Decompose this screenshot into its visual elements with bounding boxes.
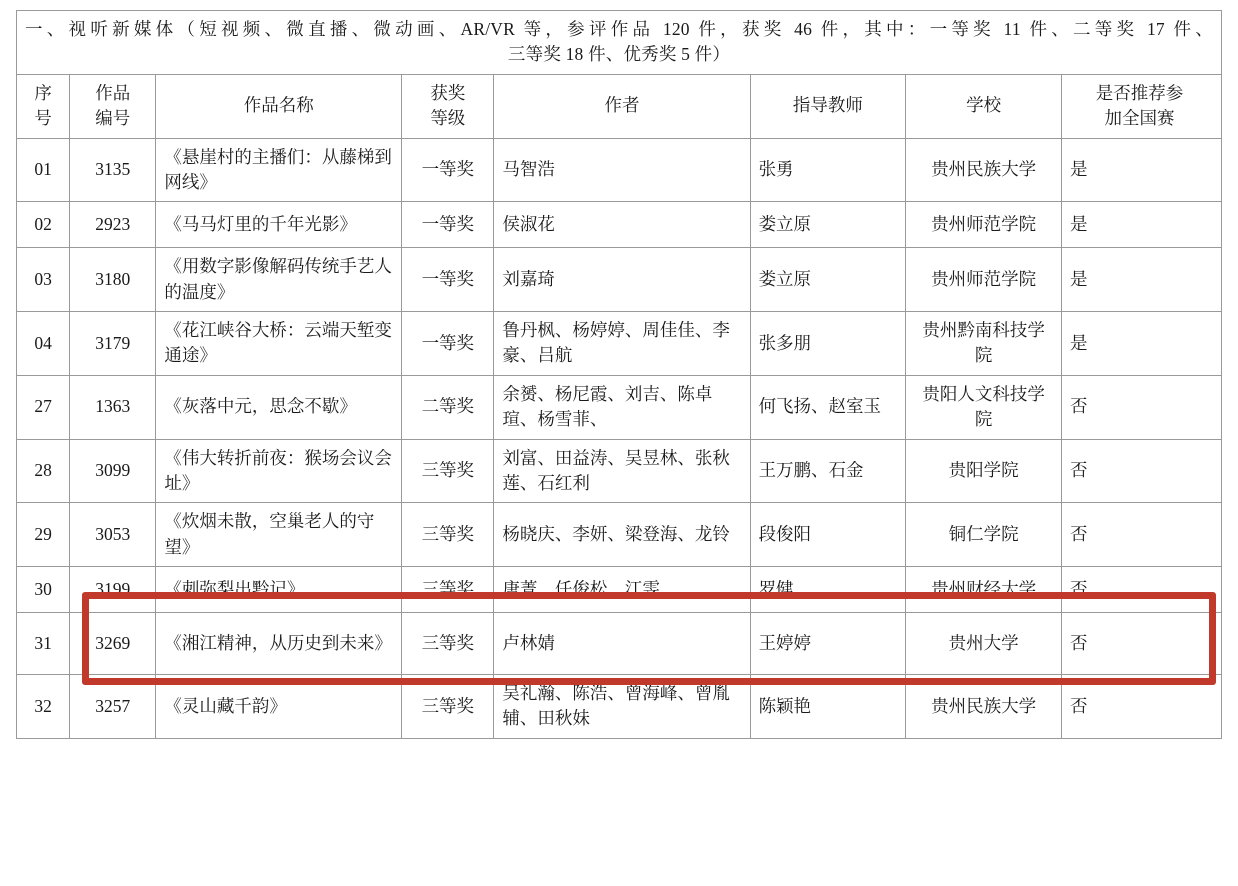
- cell-recommend: 是: [1062, 138, 1222, 202]
- cell-school: 贵州大学: [906, 613, 1062, 675]
- cell-serial-number: 32: [17, 675, 70, 739]
- header-work-code: [70, 74, 156, 138]
- cell-teacher: 娄立原: [750, 202, 906, 248]
- cell-work-code: 3179: [70, 312, 156, 376]
- header-award-level-line-1: 获奖: [430, 82, 466, 103]
- cell-recommend: 否: [1062, 375, 1222, 439]
- cell-author: 侯淑花: [494, 202, 750, 248]
- cell-recommend: 否: [1062, 439, 1222, 503]
- header-serial-number-line-2: 号: [34, 108, 52, 129]
- cell-award-level: 一等奖: [402, 138, 494, 202]
- cell-teacher: 张多朋: [750, 312, 906, 376]
- cell-serial-number: 03: [17, 248, 70, 312]
- header-school: 学校: [906, 74, 1062, 138]
- cell-teacher: 何飞扬、赵室玉: [750, 375, 906, 439]
- header-author: 作者: [494, 74, 750, 138]
- cell-work-title: 《刺弥梨出黔记》: [156, 567, 402, 613]
- cell-award-level: 三等奖: [402, 675, 494, 739]
- table-row: [17, 375, 1222, 439]
- header-award-level: [402, 74, 494, 138]
- section-title-line-1: 一、视听新媒体（短视频、微直播、微动画、AR/VR 等，参评作品 120 件，获奖 46 件，其中：一等奖 11 件、二等奖 17 件、: [25, 19, 1213, 39]
- table-header-row: [17, 74, 1222, 138]
- cell-author: 鲁丹枫、杨婷婷、周佳佳、李豪、吕航: [494, 312, 750, 376]
- cell-recommend: 否: [1062, 567, 1222, 613]
- cell-teacher: 王万鹏、石金: [750, 439, 906, 503]
- cell-award-level: 一等奖: [402, 202, 494, 248]
- header-recommend: [1062, 74, 1222, 138]
- cell-author: 卢林婧: [494, 613, 750, 675]
- header-work-code-line-2: 编号: [95, 108, 131, 129]
- cell-work-code: 3269: [70, 613, 156, 675]
- cell-award-level: 三等奖: [402, 567, 494, 613]
- cell-school: 贵阳学院: [906, 439, 1062, 503]
- cell-work-code: 3053: [70, 503, 156, 567]
- cell-work-code: 3257: [70, 675, 156, 739]
- cell-work-code: 3199: [70, 567, 156, 613]
- cell-award-level: 一等奖: [402, 248, 494, 312]
- cell-school: 铜仁学院: [906, 503, 1062, 567]
- cell-school: 贵州民族大学: [906, 138, 1062, 202]
- cell-serial-number: 04: [17, 312, 70, 376]
- cell-teacher: 段俊阳: [750, 503, 906, 567]
- cell-school: 贵州财经大学: [906, 567, 1062, 613]
- cell-serial-number: 28: [17, 439, 70, 503]
- header-recommend-line-2: 加全国赛: [1104, 108, 1175, 129]
- cell-work-code: 3135: [70, 138, 156, 202]
- cell-recommend: 否: [1062, 675, 1222, 739]
- cell-recommend: 是: [1062, 248, 1222, 312]
- table-row: [17, 248, 1222, 312]
- cell-school: 贵州师范学院: [906, 202, 1062, 248]
- cell-work-title: 《灵山藏千韵》: [156, 675, 402, 739]
- cell-work-title: 《悬崖村的主播们：从藤梯到网线》: [156, 138, 402, 202]
- table-row: [17, 138, 1222, 202]
- header-serial-number: [17, 74, 70, 138]
- cell-award-level: 二等奖: [402, 375, 494, 439]
- cell-school: 贵州黔南科技学院: [906, 312, 1062, 376]
- table-row: [17, 202, 1222, 248]
- cell-recommend: 否: [1062, 613, 1222, 675]
- cell-award-level: 三等奖: [402, 613, 494, 675]
- cell-teacher: 娄立原: [750, 248, 906, 312]
- table-row-highlighted: [17, 503, 1222, 567]
- cell-work-code: 3180: [70, 248, 156, 312]
- section-title-line-2: 三等奖 18 件、优秀奖 5 件）: [507, 44, 731, 65]
- cell-work-title: 《伟大转折前夜：猴场会议会址》: [156, 439, 402, 503]
- cell-recommend: 是: [1062, 312, 1222, 376]
- cell-author: 杨晓庆、李妍、梁登海、龙铃: [494, 503, 750, 567]
- cell-work-title: 《用数字影像解码传统手艺人的温度》: [156, 248, 402, 312]
- award-list-table: [16, 10, 1222, 739]
- cell-school: 贵阳人文科技学院: [906, 375, 1062, 439]
- cell-recommend: 是: [1062, 202, 1222, 248]
- cell-work-title: 《花江峡谷大桥：云端天堑变通途》: [156, 312, 402, 376]
- cell-author: 刘富、田益涛、吴昱林、张秋莲、石红利: [494, 439, 750, 503]
- table-row: [17, 567, 1222, 613]
- section-title: [17, 11, 1222, 75]
- cell-teacher: 陈颖艳: [750, 675, 906, 739]
- cell-teacher: 张勇: [750, 138, 906, 202]
- cell-author: 刘嘉琦: [494, 248, 750, 312]
- header-recommend-line-1: 是否推荐参: [1095, 82, 1184, 103]
- cell-serial-number: 02: [17, 202, 70, 248]
- cell-work-code: 2923: [70, 202, 156, 248]
- table-row: [17, 613, 1222, 675]
- cell-recommend: 否: [1062, 503, 1222, 567]
- table-row: [17, 675, 1222, 739]
- header-work-title: 作品名称: [156, 74, 402, 138]
- cell-work-title: 《炊烟未散，空巢老人的守望》: [156, 503, 402, 567]
- cell-school: 贵州民族大学: [906, 675, 1062, 739]
- cell-author: 吴礼瀚、陈浩、曾海峰、曾胤辅、田秋妹: [494, 675, 750, 739]
- header-work-code-line-1: 作品: [95, 82, 131, 103]
- header-award-level-line-2: 等级: [430, 108, 466, 129]
- cell-award-level: 三等奖: [402, 439, 494, 503]
- cell-award-level: 一等奖: [402, 312, 494, 376]
- cell-serial-number: 27: [17, 375, 70, 439]
- cell-work-title: 《灰落中元，思念不歇》: [156, 375, 402, 439]
- cell-award-level: 三等奖: [402, 503, 494, 567]
- cell-work-code: 3099: [70, 439, 156, 503]
- cell-teacher: 罗健: [750, 567, 906, 613]
- cell-author: 唐菁、任俊松、江雯、: [494, 567, 750, 613]
- header-teacher: 指导教师: [750, 74, 906, 138]
- cell-work-title: 《马马灯里的千年光影》: [156, 202, 402, 248]
- cell-work-code: 1363: [70, 375, 156, 439]
- table-title-row: [17, 11, 1222, 75]
- table-row: [17, 439, 1222, 503]
- cell-author: 马智浩: [494, 138, 750, 202]
- cell-school: 贵州师范学院: [906, 248, 1062, 312]
- cell-work-title: 《湘江精神，从历史到未来》: [156, 613, 402, 675]
- cell-serial-number: 30: [17, 567, 70, 613]
- cell-serial-number: 31: [17, 613, 70, 675]
- cell-serial-number: 29: [17, 503, 70, 567]
- cell-author: 余赟、杨尼霞、刘吉、陈卓瑄、杨雪菲、: [494, 375, 750, 439]
- cell-serial-number: 01: [17, 138, 70, 202]
- table-row: [17, 312, 1222, 376]
- cell-teacher: 王婷婷: [750, 613, 906, 675]
- header-serial-number-line-1: 序: [34, 82, 52, 103]
